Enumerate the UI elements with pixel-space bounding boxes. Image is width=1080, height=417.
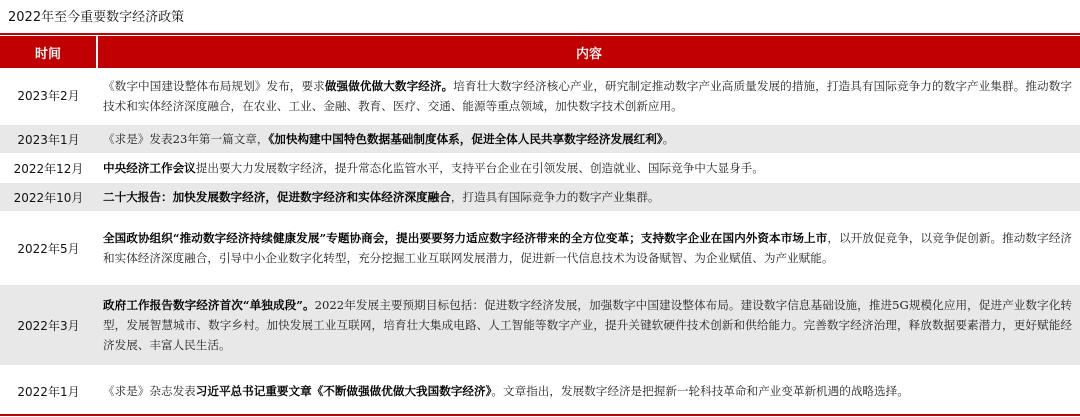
row-date: 2023年1月	[0, 124, 97, 154]
row-date: 2022年1月	[0, 366, 97, 416]
table-header-row	[0, 36, 1080, 68]
header-content: 内容	[97, 36, 1080, 68]
row-date: 2022年12月	[0, 154, 97, 182]
content-text: 《求是》发表23年第一篇文章，	[103, 132, 269, 146]
row-content	[97, 154, 1080, 182]
table-row	[0, 284, 1080, 366]
page-title: 2022年至今重要数字经济政策	[8, 10, 185, 25]
header-date: 时间	[0, 36, 97, 68]
content-text: 提出要大力发展数字经济，提升常态化监管水平，支持平台企业在引领发展、创造就业、国际竞争中大显身手。	[195, 161, 764, 175]
content-text: 培育壮大数字经济核心产业，研究制定推动数字产业高质量发展的措施，打造具有国际竞争力的数字产业集群。推动数字技术和实体经济深度融合，在农业、工业、金融、教育、医疗、交通、能源等重点领域，加快数字技术创新应用。	[103, 78, 1072, 113]
content-emphasis: 全国政协组织“推动数字经济持续健康发展”专题协商会，提出要要努力适应数字经济带来的全方位变革；支持数字企业在国内外资本市场上市	[103, 231, 828, 245]
row-content	[97, 284, 1080, 366]
row-date: 2022年10月	[0, 182, 97, 212]
bottom-divider	[0, 414, 1080, 416]
content-text: 2022年发展主要预期目标包括：促进数字经济发展，加强数字中国建设整体布局。建设数字信息基础设施，推进5G规模化应用，促进产业数字化转型，发展智慧城市、数字乡村。加快发展工业互联网，培育壮大集成电路、人工智能等数字产业，提升关键软硬件技术创新和供给能力。完善数字经济治理，释放数据要素潜力，更好赋能经济发展、丰富人民生活。	[103, 298, 1072, 352]
content-text: 《数字中国建设整体布局规划》发布，要求	[103, 78, 325, 93]
row-date: 2022年5月	[0, 212, 97, 284]
table-row	[0, 154, 1080, 182]
table-row	[0, 212, 1080, 284]
content-text: 。文章指出，发展数字经济是把握新一轮科技革命和产业变革新机遇的战略选择。	[491, 384, 909, 398]
content-text: ，打造具有国际竞争力的数字产业集群。	[450, 190, 660, 204]
content-text: 《求是》杂志发表	[103, 384, 196, 398]
top-divider	[0, 33, 1080, 35]
row-content	[97, 182, 1080, 212]
table-row	[0, 68, 1080, 124]
content-emphasis: 《加快构建中国特色数据基础制度体系，促进全体人民共享数字经济发展红利》	[268, 132, 663, 146]
content-emphasis: 中央经济工作会议	[103, 161, 196, 175]
content-emphasis: 习近平总书记重要文章《不断做强做优做大我国数字经济》	[195, 384, 492, 398]
table-row	[0, 182, 1080, 212]
row-date: 2022年3月	[0, 284, 97, 366]
content-text: ，以开放促竞争，以竞争促创新。推动数字经济和实体经济深度融合，引导中小企业数字化转型，充分挖掘工业互联网发展潜力，促进新一代信息技术为设备赋智、为企业赋值、为产业赋能。	[103, 231, 1072, 265]
row-content	[97, 124, 1080, 154]
content-emphasis: 政府工作报告数字经济首次“单独成段”。	[103, 298, 315, 312]
row-date: 2023年2月	[0, 68, 97, 124]
row-content	[97, 366, 1080, 416]
table-row	[0, 366, 1080, 416]
content-emphasis: 二十大报告：加快发展数字经济，促进数字经济和实体经济深度融合	[103, 190, 451, 204]
row-content	[97, 68, 1080, 124]
policy-table	[0, 36, 1080, 417]
content-text: 。	[662, 132, 675, 146]
table-row	[0, 124, 1080, 154]
content-emphasis: 做强做优做大数字经济。	[324, 78, 454, 93]
row-content	[97, 212, 1080, 284]
